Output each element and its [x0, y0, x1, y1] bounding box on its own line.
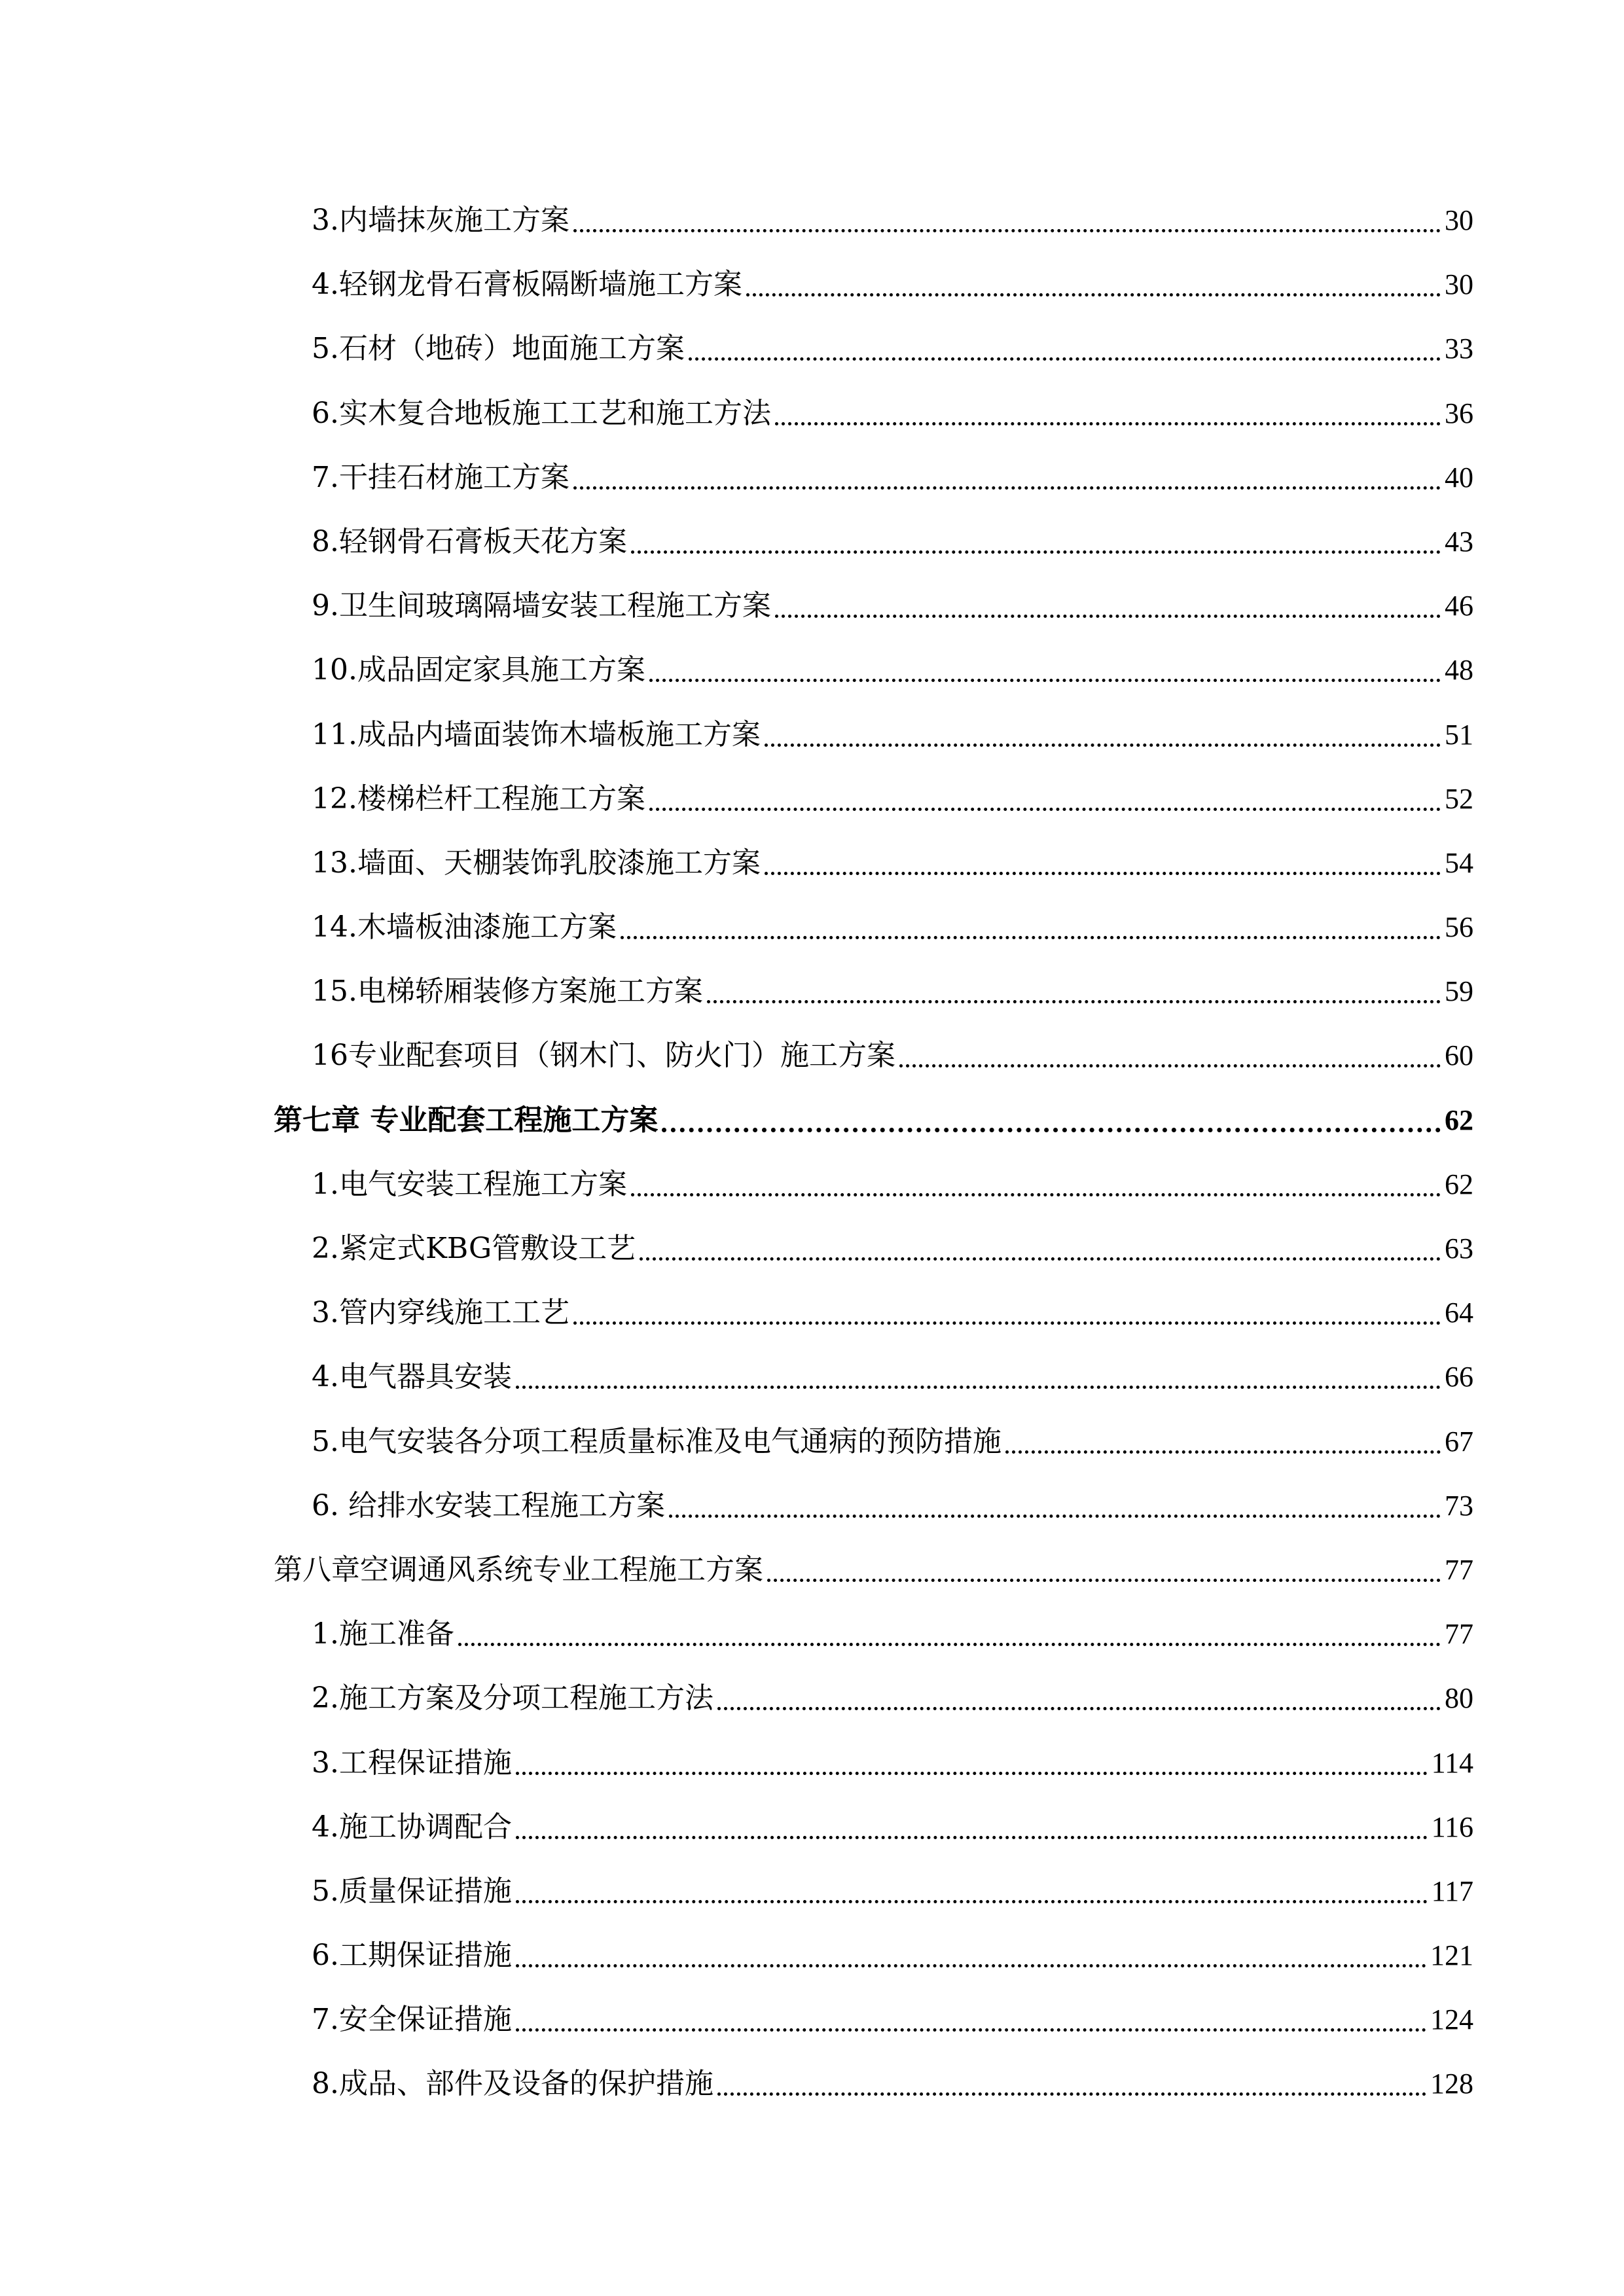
toc-entry[interactable]: [0, 1860, 1624, 1924]
toc-page-number: 124: [1430, 2003, 1473, 2036]
toc-dot-leader: [516, 1386, 1441, 1389]
toc-page-number: 116: [1431, 1810, 1473, 1843]
toc-dot-leader: [573, 1321, 1441, 1325]
toc-page-number: 117: [1431, 1874, 1473, 1907]
toc-entry[interactable]: [0, 1667, 1624, 1731]
toc-entry-title: 3.工程保证措施: [312, 1746, 512, 1780]
toc-entry[interactable]: [0, 639, 1624, 703]
toc-entry[interactable]: [0, 1796, 1624, 1860]
toc-entry-title: 8.轻钢骨石膏板天花方案: [312, 524, 627, 558]
toc-entry[interactable]: [0, 1410, 1624, 1475]
toc-dot-leader: [689, 357, 1441, 361]
toc-page-number: 36: [1445, 397, 1473, 429]
toc-entry[interactable]: [0, 253, 1624, 317]
table-of-contents: [0, 189, 1624, 2117]
toc-page-number: 40: [1445, 461, 1473, 493]
toc-entry-title: 3.内墙抹灰施工方案: [312, 204, 569, 237]
toc-entry[interactable]: [0, 1988, 1624, 2053]
toc-entry-title: 2.紧定式KBG管敷设工艺: [312, 1232, 636, 1265]
toc-entry[interactable]: [0, 382, 1624, 446]
toc-dot-leader: [631, 1193, 1441, 1196]
toc-entry[interactable]: [0, 896, 1624, 960]
toc-entry-title: 12.楼梯栏杆工程施工方案: [312, 781, 645, 816]
toc-entry-title: 6.实木复合地板施工工艺和施工方法: [312, 396, 771, 430]
toc-entry-title: 5.质量保证措施: [312, 1874, 512, 1908]
toc-dot-leader: [516, 1836, 1428, 1839]
toc-page-number: 60: [1445, 1039, 1473, 1072]
toc-dot-leader: [516, 1900, 1428, 1903]
toc-entry-title: 4.电气器具安装: [312, 1360, 512, 1394]
toc-dot-leader: [767, 1579, 1441, 1582]
toc-entry[interactable]: [0, 317, 1624, 382]
toc-dot-leader: [458, 1643, 1441, 1646]
toc-entry[interactable]: [0, 2053, 1624, 2117]
toc-page-number: 73: [1445, 1489, 1473, 1522]
toc-dot-leader: [631, 550, 1441, 554]
toc-entry[interactable]: [0, 1732, 1624, 1796]
toc-entry-title: 3.管内穿线施工工艺: [312, 1296, 569, 1330]
toc-entry-title: 13.墙面、天棚装饰乳胶漆施工方案: [312, 846, 761, 880]
toc-entry-title: 6. 给排水安装工程施工方案: [312, 1488, 665, 1522]
toc-entry[interactable]: [0, 1153, 1624, 1217]
toc-entry[interactable]: [0, 1539, 1624, 1603]
toc-entry-title: 15.电梯轿厢装修方案施工方案: [312, 975, 703, 1009]
toc-entry[interactable]: [0, 511, 1624, 575]
toc-dot-leader: [649, 679, 1441, 682]
toc-page-number: 56: [1445, 911, 1473, 944]
toc-entry[interactable]: [0, 1282, 1624, 1346]
toc-dot-leader: [669, 1515, 1441, 1518]
toc-dot-leader: [1005, 1450, 1441, 1454]
toc-page-number: 48: [1445, 654, 1473, 687]
toc-dot-leader: [640, 1257, 1441, 1261]
toc-page-number: 64: [1445, 1297, 1473, 1329]
toc-dot-leader: [775, 615, 1441, 618]
toc-dot-leader: [621, 936, 1441, 939]
toc-dot-leader: [765, 744, 1441, 747]
toc-page-number: 66: [1445, 1361, 1473, 1393]
toc-page-number: 128: [1430, 2068, 1473, 2100]
toc-entry-title: 第七章 专业配套工程施工方案: [274, 1103, 659, 1137]
toc-page-number: 52: [1445, 782, 1473, 815]
toc-entry[interactable]: [0, 1024, 1624, 1088]
toc-dot-leader: [649, 808, 1441, 811]
toc-entry-title: 1.施工准备: [312, 1617, 454, 1651]
toc-entry[interactable]: [0, 189, 1624, 253]
toc-entry-title: 4.轻钢龙骨石膏板隔断墙施工方案: [312, 268, 742, 302]
toc-page-number: 33: [1445, 332, 1473, 365]
toc-entry-title: 9.卫生间玻璃隔墙安装工程施工方案: [312, 589, 771, 623]
toc-dot-leader: [775, 422, 1441, 425]
toc-dot-leader: [573, 486, 1441, 490]
toc-entry[interactable]: [0, 832, 1624, 896]
toc-entry-title: 4.施工协调配合: [312, 1810, 512, 1844]
toc-entry-title: 10.成品固定家具施工方案: [312, 653, 645, 687]
toc-entry[interactable]: [0, 575, 1624, 639]
toc-dot-leader: [899, 1064, 1441, 1067]
toc-page-number: 63: [1445, 1232, 1473, 1265]
toc-page-number: 77: [1445, 1618, 1473, 1651]
toc-entry[interactable]: [0, 704, 1624, 768]
toc-entry-title: 7.安全保证措施: [312, 2003, 512, 2037]
toc-page-number: 80: [1445, 1682, 1473, 1715]
toc-entry-title: 6.工期保证措施: [312, 1939, 512, 1973]
toc-entry-title: 第八章空调通风系统专业工程施工方案: [274, 1552, 763, 1587]
toc-entry[interactable]: [0, 768, 1624, 832]
toc-dot-leader: [662, 1128, 1441, 1132]
toc-entry[interactable]: [0, 1475, 1624, 1539]
toc-page-number: 46: [1445, 590, 1473, 622]
toc-page-number: 30: [1445, 204, 1473, 236]
toc-dot-leader: [707, 1000, 1441, 1003]
toc-entry[interactable]: [0, 1346, 1624, 1410]
toc-page-number: 121: [1430, 1939, 1473, 1972]
toc-dot-leader: [516, 1964, 1426, 1967]
toc-dot-leader: [516, 2028, 1426, 2032]
toc-entry-title: 11.成品内墙面装饰木墙板施工方案: [312, 717, 761, 751]
toc-entry[interactable]: [0, 1217, 1624, 1282]
toc-entry[interactable]: [0, 1603, 1624, 1667]
toc-page-number: 77: [1445, 1553, 1473, 1586]
toc-page-number: 59: [1445, 975, 1473, 1008]
toc-entry-title: 1.电气安装工程施工方案: [312, 1167, 627, 1201]
toc-entry-title: 14.木墙板油漆施工方案: [312, 910, 617, 944]
toc-page-number: 51: [1445, 718, 1473, 751]
toc-entry-title: 16专业配套项目（钢木门、防火门）施工方案: [312, 1039, 895, 1073]
toc-page-number: 114: [1431, 1746, 1473, 1779]
toc-entry-title: 5.电气安装各分项工程质量标准及电气通病的预防措施: [312, 1424, 1001, 1458]
toc-page-number: 30: [1445, 268, 1473, 301]
toc-entry[interactable]: [0, 446, 1624, 511]
toc-dot-leader: [573, 229, 1441, 232]
toc-page-number: 43: [1445, 525, 1473, 558]
toc-dot-leader: [717, 1707, 1441, 1710]
toc-entry[interactable]: [0, 960, 1624, 1024]
toc-entry-title: 8.成品、部件及设备的保护措施: [312, 2067, 713, 2101]
toc-dot-leader: [746, 293, 1441, 296]
toc-dot-leader: [717, 2092, 1426, 2096]
toc-page-number: 54: [1445, 846, 1473, 879]
toc-page-number: 62: [1445, 1168, 1473, 1200]
toc-entry[interactable]: [0, 1924, 1624, 1988]
toc-page-number: 67: [1445, 1425, 1473, 1458]
toc-entry-title: 2.施工方案及分项工程施工方法: [312, 1681, 713, 1715]
toc-entry-title: 5.石材（地砖）地面施工方案: [312, 332, 685, 366]
toc-entry-title: 7.干挂石材施工方案: [312, 460, 569, 494]
toc-dot-leader: [765, 872, 1441, 875]
toc-dot-leader: [516, 1772, 1428, 1775]
toc-page-number: 62: [1445, 1103, 1473, 1136]
toc-entry[interactable]: [0, 1089, 1624, 1153]
